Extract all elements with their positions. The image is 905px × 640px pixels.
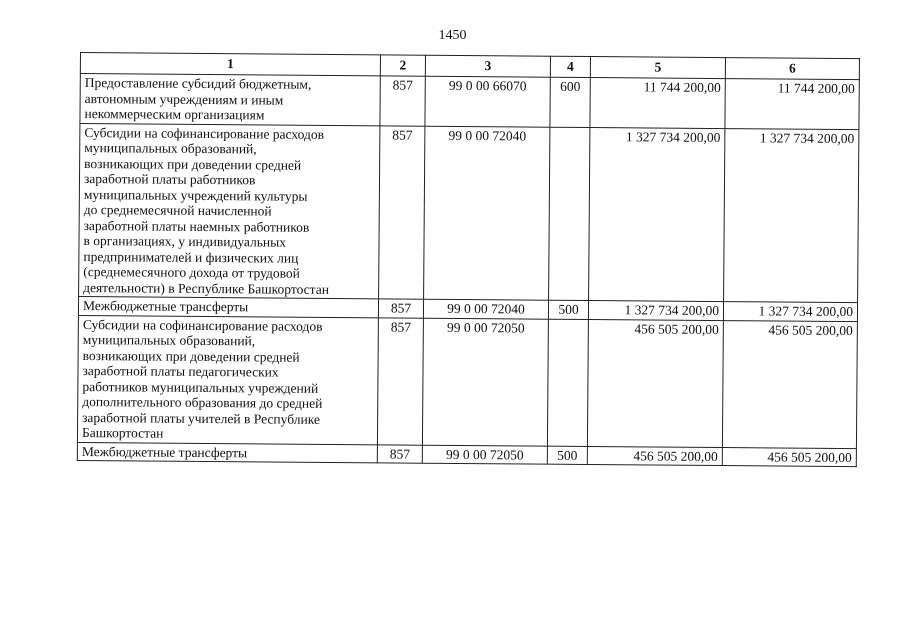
row-name: Субсидии на софинансирование расходов муниципальных образований, возникающих при доведении средней заработной платы работников муниципальных учреждений культуры до среднемесячной начисленной заработной платы наемных работников в организациях, у индивидуальных предпринимателей и физических лиц (среднемесячного дохода от трудовой деятельности) в Республике Башкортостан [79,123,380,299]
amount-col5: 456 505 200,00 [587,446,722,466]
amount-col6: 11 744 200,00 [725,79,859,130]
column-header: 6 [725,58,859,80]
page-number: 1450 [438,28,467,43]
budget-table [77,52,860,467]
column-header: 3 [425,55,550,77]
amount-col5: 1 327 734 200,00 [588,301,723,321]
table-row [79,123,859,303]
ministry-code: 857 [377,444,422,463]
ministry-code: 857 [380,76,425,126]
target-article-code: 99 0 00 72050 [422,445,547,464]
budget-table-wrapper [77,52,860,467]
amount-col6: 1 327 734 200,00 [724,128,859,303]
expense-type-code: 500 [548,300,588,319]
amount-col6: 456 505 200,00 [722,447,856,467]
expense-type-code [549,127,590,301]
expense-type-code: 500 [547,446,587,465]
amount-col5: 456 505 200,00 [587,319,723,447]
table-row [80,74,859,130]
table-row [77,315,857,448]
column-header: 1 [80,53,380,76]
target-article-code: 99 0 00 72050 [422,318,548,446]
column-header: 4 [550,56,590,77]
amount-col5: 1 327 734 200,00 [589,127,725,302]
target-article-code: 99 0 00 72040 [424,126,550,300]
amount-col6: 456 505 200,00 [722,320,857,448]
amount-col5: 11 744 200,00 [590,78,725,129]
row-name: Межбюджетные трансферты [77,442,377,463]
row-name: Субсидии на софинансирование расходов муниципальных образований, возникающих при доведении средней заработной платы педагогических работников муниципальных учреждений дополнительного образования до средней заработной платы учителей в Республике Башкортостан [77,315,378,444]
expense-type-code: 600 [550,77,590,127]
column-header: 2 [380,55,425,76]
target-article-code: 99 0 00 72040 [423,299,548,318]
row-name: Межбюджетные трансферты [78,296,378,317]
row-name: Предоставление субсидий бюджетным, автономным учреждениям и иным некоммерческим организациям [80,74,380,126]
ministry-code: 857 [379,125,425,299]
target-article-code: 99 0 00 66070 [425,76,550,126]
ministry-code: 857 [377,317,423,444]
amount-col6: 1 327 734 200,00 [723,302,857,322]
ministry-code: 857 [378,299,423,318]
expense-type-code [547,319,588,446]
column-header: 5 [590,57,725,79]
